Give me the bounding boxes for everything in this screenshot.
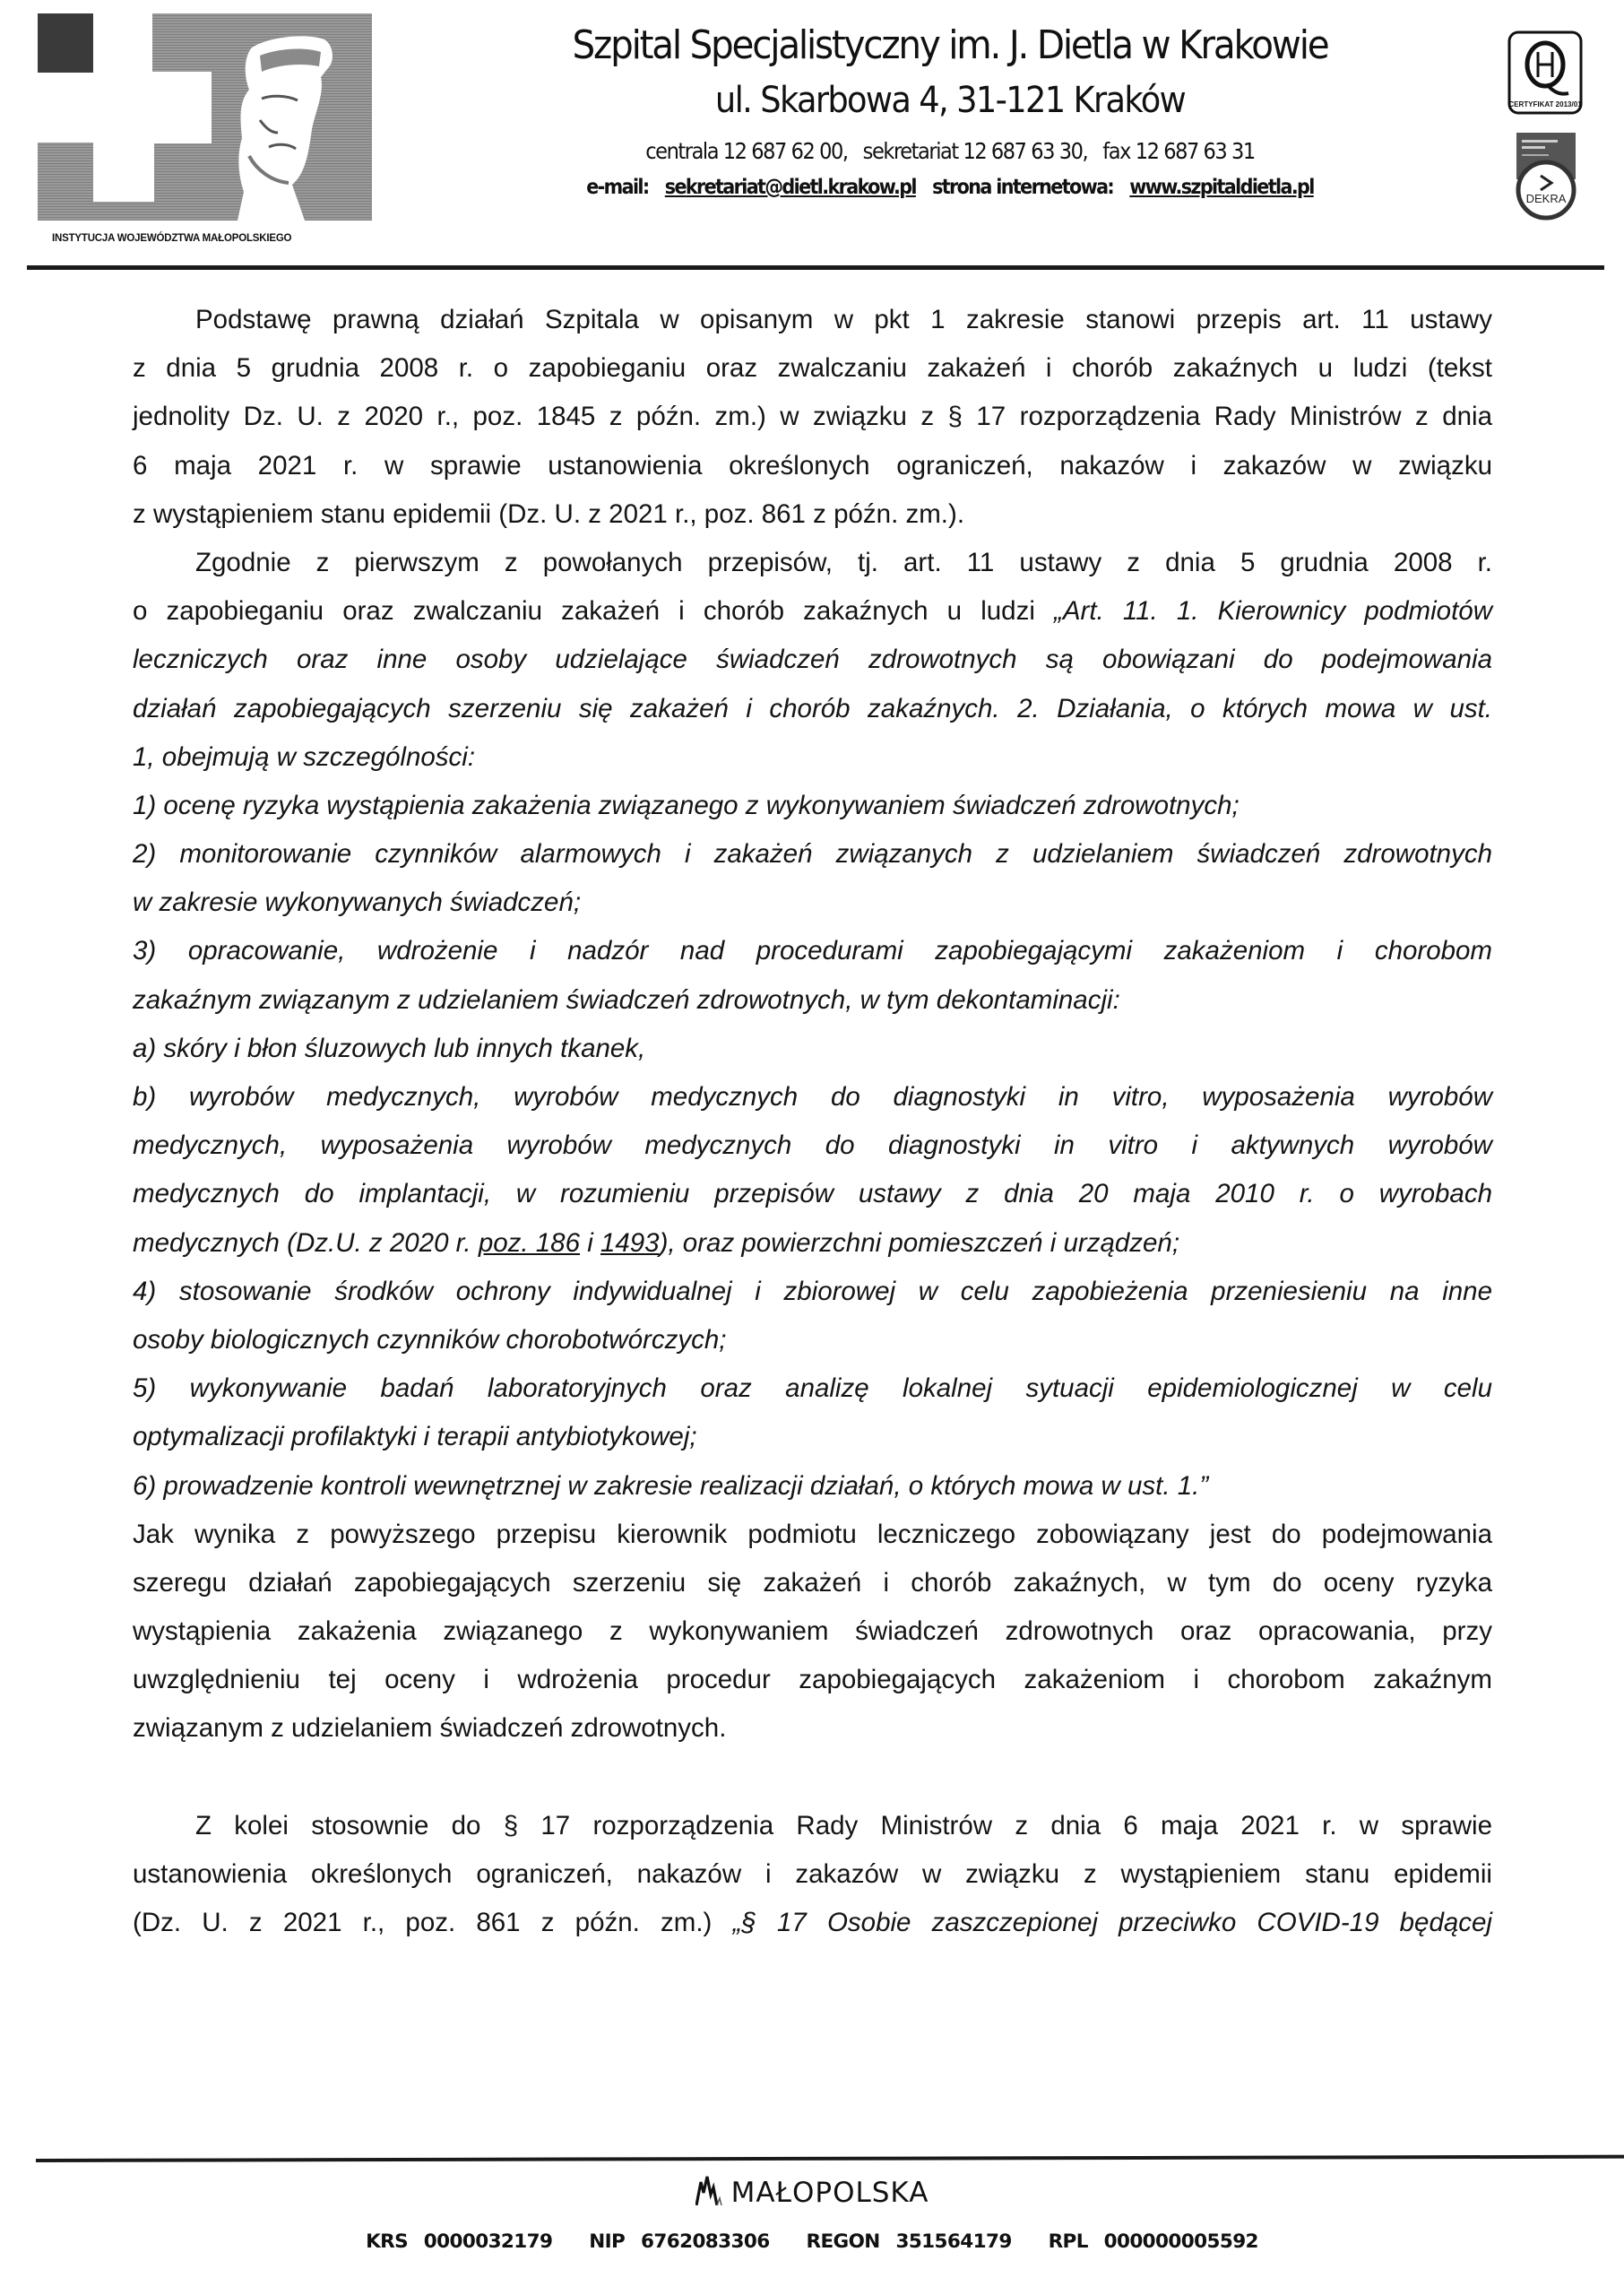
text-run: ), oraz powierzchni pomieszczeń i urządzeń; [659, 1227, 1180, 1258]
hospital-name: Szpital Specjalistyczny im. J. Dietla w Krakowie [572, 22, 1328, 68]
text-line: związanym z udzielaniem świadczeń zdrowotnych. [133, 1713, 727, 1744]
krs-number [366, 2230, 552, 2253]
quote-line: działań zapobiegających szerzeniu się zakażeń i chorób zakaźnych. 2. Działania, o których mowa w ust. [133, 693, 1492, 723]
malopolska-logo-icon [695, 2175, 722, 2205]
text-line: jednolity Dz. U. z 2020 r., poz. 1845 z późn. zm.) w związku z § 17 rozporządzenia Rady Ministrów z dnia [133, 402, 1492, 432]
quality-certificate-badge [1507, 30, 1583, 117]
text-run: o zapobieganiu oraz zwalczaniu zakażeń i chorób zakaźnych u ludzi [133, 596, 1055, 627]
institution-note: INSTYTUCJA WOJEWÓDZTWA MAŁOPOLSKIEGO [52, 233, 292, 244]
id-value: 351564179 [895, 2230, 1012, 2253]
malopolska-brand [0, 2175, 1624, 2209]
list-item-continued: optymalizacji profilaktyki i terapii antybiotykowej; [133, 1422, 697, 1452]
text-line: 6 maja 2021 r. w sprawie ustanowienia określonych ograniczeń, nakazów i zakazów w związku [133, 450, 1492, 481]
quote-line: 1, obejmują w szczególności: [133, 741, 476, 772]
id-label: REGON [806, 2230, 880, 2253]
registry-identifiers [0, 2230, 1624, 2253]
text-line: Zgodnie z pierwszym z powołanych przepisów, tj. art. 11 ustawy z dnia 5 grudnia 2008 r. [195, 547, 1492, 577]
list-item-continued: osoby biologicznych czynników chorobotwórczych; [133, 1324, 727, 1355]
list-item-continued: w zakresie wykonywanych świadczeń; [133, 888, 582, 918]
header-divider [27, 265, 1604, 270]
text-line: wystąpienia zakażenia związanego z wykonywaniem świadczeń zdrowotnych oraz opracowania, przy [133, 1616, 1492, 1647]
rpl-number [1049, 2230, 1258, 2253]
phone-numbers: centrala 12 687 62 00, sekretariat 12 687 63 30, fax 12 687 63 31 [645, 138, 1255, 164]
sub-list-item-continued [133, 1219, 1492, 1268]
text-line: Z kolei stosownie do § 17 rozporządzenia Rady Ministrów z dnia 6 maja 2021 r. w sprawie [195, 1810, 1492, 1840]
paragraph-gap [133, 1754, 1492, 1802]
email-label: e-mail: [586, 176, 649, 199]
id-value: 6762083306 [641, 2230, 770, 2253]
text-line: szeregu działań zapobiegających szerzeniu się zakażeń i chorób zakaźnych, w tym do oceny ryzyka [133, 1567, 1492, 1598]
quote-run: „§ 17 Osobie zaszczepionej przeciwko COVID-19 będącej [732, 1908, 1492, 1938]
website-label: strona internetowa: [932, 176, 1114, 199]
regon-number [807, 2230, 1012, 2253]
list-item: 4) stosowanie środków ochrony indywidualnej i zbiorowej w celu zapobieżenia przeniesieniu na inne [133, 1276, 1492, 1306]
list-item: 2) monitorowanie czynników alarmowych i zakażeń związanych z udzielaniem świadczeń zdrowotnych [133, 839, 1492, 870]
nip-number [589, 2230, 769, 2253]
text-line: z dnia 5 grudnia 2008 r. o zapobieganiu oraz zwalczaniu zakażeń i chorób zakaźnych u ludzi (tekst [133, 353, 1492, 384]
dekra-certificate-icon [1515, 133, 1577, 222]
reference-link-1493[interactable]: 1493 [600, 1227, 660, 1258]
hospital-cross-portrait-icon [36, 13, 373, 221]
dekra-certificate-badge [1515, 133, 1577, 222]
id-label: RPL [1048, 2230, 1088, 2253]
document-body [133, 296, 1492, 1947]
text-line: Podstawę prawną działań Szpitala w opisanym w pkt 1 zakresie stanowi przepis art. 11 ustawy [195, 305, 1492, 334]
sub-list-item: a) skóry i błon śluzowych lub innych tkanek, [133, 1033, 646, 1063]
text-line: uwzględnieniu tej oceny i wdrożenia procedur zapobiegających zakażeniom i chorobom zakaźnym [133, 1665, 1492, 1695]
reference-link-poz-186[interactable]: poz. 186 [478, 1227, 580, 1258]
text-line: ustanowienia określonych ograniczeń, nakazów i zakazów w związku z wystąpieniem stanu epidemii [133, 1859, 1492, 1889]
hospital-address: ul. Skarbowa 4, 31-121 Kraków [714, 80, 1186, 121]
id-label: KRS [366, 2230, 408, 2253]
email-link[interactable]: sekretariat@dietl.krakow.pl [664, 176, 916, 199]
hospital-logo [36, 13, 373, 221]
text-line [133, 587, 1492, 636]
list-item: 5) wykonywanie badań laboratoryjnych oraz analizę lokalnej sytuacji epidemiologicznej w celu [133, 1373, 1492, 1404]
quote-run: „Art. 11. 1. Kierownicy podmiotów [1054, 596, 1492, 627]
list-item-continued: zakaźnym związanym z udzielaniem świadczeń zdrowotnych, w tym dekontaminacji: [133, 984, 1120, 1015]
list-item: 6) prowadzenie kontroli wewnętrznej w zakresie realizacji działań, o których mowa w ust. 1.” [133, 1470, 1209, 1501]
id-value: 0000032179 [423, 2230, 553, 2253]
text-run: (Dz. U. z 2021 r., poz. 861 z późn. zm.) [133, 1908, 733, 1938]
dekra-label: DEKRA [1525, 192, 1567, 205]
letterhead [502, 18, 1398, 204]
sub-list-item: b) wyrobów medycznych, wyrobów medycznych do diagnostyki in vitro, wyposażenia wyrobów [133, 1082, 1492, 1112]
text-run: medycznych (Dz.U. z 2020 r. [133, 1227, 479, 1258]
text-line [133, 1899, 1492, 1947]
text-line: z wystąpieniem stanu epidemii (Dz. U. z 2021 r., poz. 861 z późn. zm.). [133, 498, 965, 529]
contact-line [547, 170, 1353, 204]
text-run: i [580, 1227, 600, 1258]
quote-line: leczniczych oraz inne osoby udzielające świadczeń zdrowotnych są obowiązani do podejmowania [133, 645, 1492, 675]
sub-list-item-continued: medycznych do implantacji, w rozumieniu przepisów ustawy z dnia 20 maja 2010 r. o wyrobach [133, 1179, 1492, 1209]
certificate-label: CERTYFIKAT 2013/01 [1508, 100, 1582, 108]
list-item: 3) opracowanie, wdrożenie i nadzór nad procedurami zapobiegającymi zakażeniom i chorobom [133, 936, 1492, 966]
malopolska-label: MAŁOPOLSKA [730, 2177, 929, 2209]
website-link[interactable]: www.szpitaldietla.pl [1129, 176, 1314, 199]
list-item: 1) ocenę ryzyka wystąpienia zakażenia związanego z wykonywaniem świadczeń zdrowotnych; [133, 790, 1240, 820]
id-label: NIP [589, 2230, 626, 2253]
text-line: Jak wynika z powyższego przepisu kierownik podmiotu leczniczego zobowiązany jest do podejmowania [133, 1519, 1492, 1549]
quality-certificate-icon [1507, 30, 1583, 117]
footer-divider [36, 2155, 1624, 2162]
sub-list-item-continued: medycznych, wyposażenia wyrobów medycznych do diagnostyki in vitro i aktywnych wyrobów [133, 1130, 1492, 1161]
id-value: 000000005592 [1103, 2230, 1258, 2253]
